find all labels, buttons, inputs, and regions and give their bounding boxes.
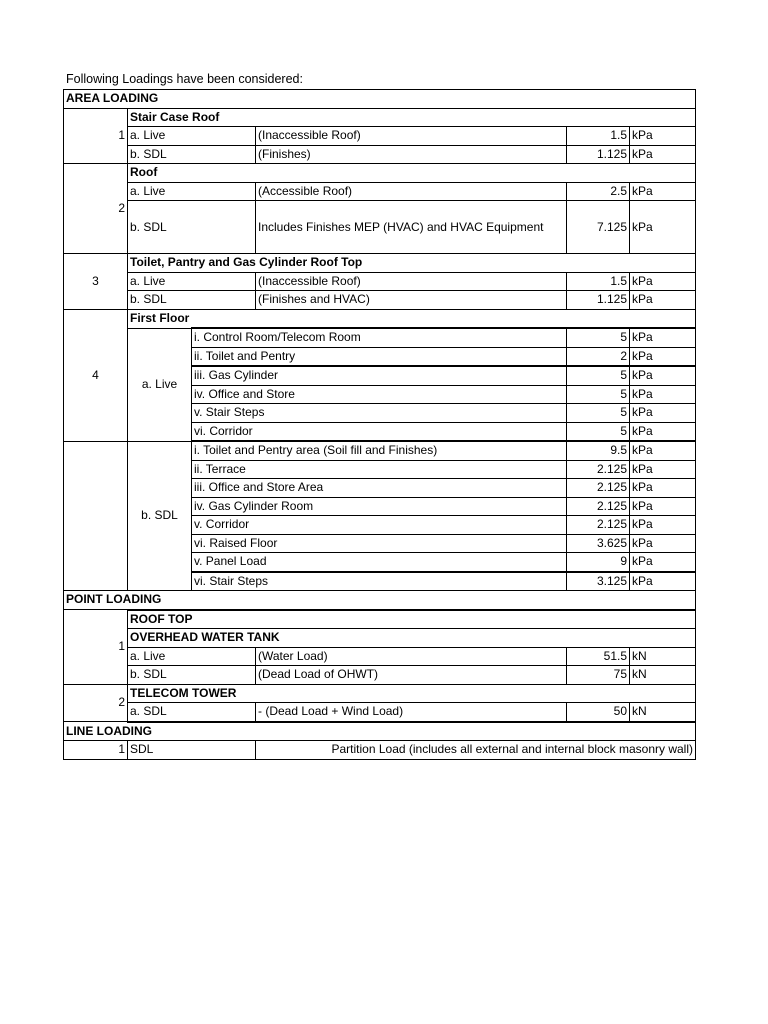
load-description: v. Corridor [192,516,567,535]
load-unit: kPa [630,385,696,404]
load-value: 51.5 [567,647,630,666]
section-header-row [64,722,696,741]
group-title-row [64,164,696,183]
table-row [64,127,696,146]
section-title: AREA LOADING [64,90,696,109]
load-unit: kPa [630,291,696,310]
loading-table [63,89,696,760]
table-row [64,741,696,760]
load-value: 2.125 [567,479,630,498]
group-title-row [64,254,696,273]
load-description: vi. Stair Steps [192,572,567,591]
group-subtitle: OVERHEAD WATER TANK [128,629,696,648]
table-row [64,272,696,291]
load-unit: kPa [630,272,696,291]
load-description: v. Stair Steps [192,404,567,423]
group-number: 2 [64,684,128,722]
section-header-row [64,90,696,109]
load-unit: kPa [630,182,696,201]
group-number: 2 [64,164,128,254]
load-value: 5 [567,422,630,441]
load-unit: kN [630,703,696,722]
load-value: 2.125 [567,516,630,535]
load-label: b. SDL [128,201,256,254]
load-unit: kPa [630,201,696,254]
load-value: 5 [567,385,630,404]
table-row [64,201,696,254]
load-value: 2 [567,347,630,366]
load-label: SDL [128,741,256,760]
load-description: (Finishes) [256,145,567,164]
group-title: ROOF TOP [128,610,696,629]
load-label: a. Live [128,272,256,291]
load-value: 9.5 [567,441,630,460]
table-row [64,328,696,347]
load-unit: kPa [630,516,696,535]
load-description: v. Panel Load [192,553,567,572]
load-description: vi. Corridor [192,422,567,441]
section-title: LINE LOADING [64,722,696,741]
load-label: b. SDL [128,145,256,164]
load-description: vi. Raised Floor [192,534,567,553]
load-value: 5 [567,328,630,347]
load-label: b. SDL [128,441,192,591]
load-label: a. SDL [128,703,256,722]
load-unit: kPa [630,328,696,347]
load-description: iv. Gas Cylinder Room [192,497,567,516]
load-value: 50 [567,703,630,722]
group-number: 1 [64,108,128,164]
load-unit: kPa [630,553,696,572]
load-value: 75 [567,666,630,685]
load-value: 1.5 [567,272,630,291]
group-subtitle-row [64,629,696,648]
table-row [64,182,696,201]
load-description: i. Toilet and Pentry area (Soil fill and Finishes) [192,441,567,460]
group-title-row [64,610,696,629]
load-value: 7.125 [567,201,630,254]
load-unit: kPa [630,534,696,553]
table-row [64,703,696,722]
group-title: Roof [128,164,696,183]
load-unit: kPa [630,572,696,591]
load-description: Includes Finishes MEP (HVAC) and HVAC Equipment [256,201,567,254]
load-label: a. Live [128,647,256,666]
load-value: 2.125 [567,460,630,479]
load-description: (Inaccessible Roof) [256,127,567,146]
load-label: b. SDL [128,291,256,310]
load-description: (Water Load) [256,647,567,666]
load-unit: kPa [630,366,696,385]
load-description: (Dead Load of OHWT) [256,666,567,685]
load-unit: kPa [630,497,696,516]
load-label: a. Live [128,328,192,441]
group-number: 4 [64,309,128,441]
group-title-row [64,309,696,328]
load-unit: kN [630,666,696,685]
load-unit: kPa [630,145,696,164]
load-description: ii. Toilet and Pentry [192,347,567,366]
load-unit: kPa [630,404,696,423]
load-label: a. Live [128,127,256,146]
load-label: b. SDL [128,666,256,685]
load-unit: kPa [630,460,696,479]
load-value: 1.125 [567,145,630,164]
load-unit: kPa [630,479,696,498]
load-value: 9 [567,553,630,572]
group-number-empty [64,441,128,591]
table-row [64,666,696,685]
intro-text: Following Loadings have been considered: [66,72,303,86]
section-title: POINT LOADING [64,591,696,610]
table-row [64,291,696,310]
load-unit: kPa [630,422,696,441]
load-value: 5 [567,366,630,385]
group-number: 3 [64,254,128,310]
load-value: 5 [567,404,630,423]
load-description: - (Dead Load + Wind Load) [256,703,567,722]
group-title: First Floor [128,309,696,328]
load-value: 2.5 [567,182,630,201]
load-description: i. Control Room/Telecom Room [192,328,567,347]
table-row [64,441,696,460]
load-value: 1.125 [567,291,630,310]
load-description: ii. Terrace [192,460,567,479]
group-title: Stair Case Roof [128,108,696,127]
section-header-row [64,591,696,610]
load-value: 3.125 [567,572,630,591]
load-unit: kPa [630,441,696,460]
load-value: 1.5 [567,127,630,146]
load-unit: kPa [630,127,696,146]
load-description: iii. Office and Store Area [192,479,567,498]
group-title-row [64,684,696,703]
load-description: iv. Office and Store [192,385,567,404]
load-label: a. Live [128,182,256,201]
table-row [64,145,696,164]
load-description: (Accessible Roof) [256,182,567,201]
load-description: Partition Load (includes all external and internal block masonry wall) [256,741,696,760]
load-value: 2.125 [567,497,630,516]
group-number: 1 [64,741,128,760]
load-value: 3.625 [567,534,630,553]
table-row [64,647,696,666]
load-description: iii. Gas Cylinder [192,366,567,385]
group-title-row [64,108,696,127]
load-unit: kN [630,647,696,666]
load-description: (Finishes and HVAC) [256,291,567,310]
load-unit: kPa [630,347,696,366]
load-description: (Inaccessible Roof) [256,272,567,291]
group-number: 1 [64,610,128,685]
group-title: TELECOM TOWER [128,684,696,703]
group-title: Toilet, Pantry and Gas Cylinder Roof Top [128,254,696,273]
